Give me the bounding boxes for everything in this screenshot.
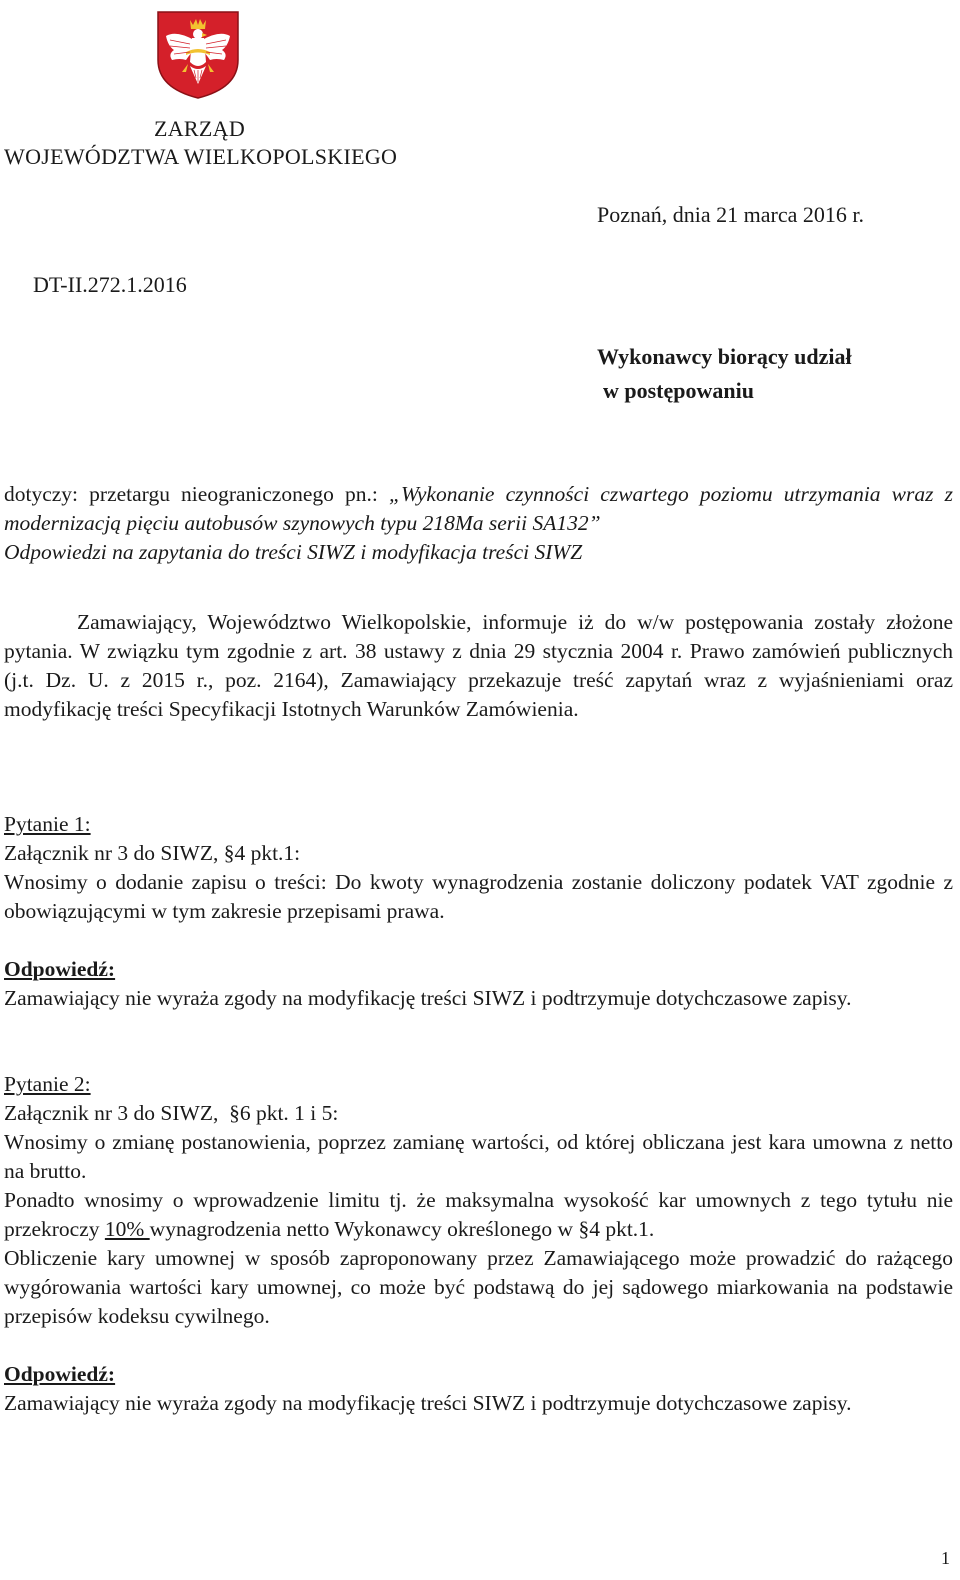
reference-number: DT-II.272.1.2016 — [33, 272, 187, 297]
question-1-heading: Pytanie 1: — [4, 812, 91, 836]
question-2-text2-before: Ponadto wnosimy o wprowadzenie limitu tj. że maksymalna wysokość kar umownych z tego tytułu nie przekroczy — [4, 1188, 953, 1241]
answer-1 — [4, 955, 953, 1013]
question-2-text2 — [4, 1186, 953, 1244]
letter-date: Poznań, dnia 21 marca 2016 r. — [597, 202, 864, 227]
answer-2-heading: Odpowiedź: — [4, 1362, 116, 1386]
org-name-line1: ZARZĄD — [154, 116, 246, 141]
org-name-line2: WOJEWÓDZTWA WIELKOPOLSKIEGO — [4, 144, 398, 169]
question-2 — [4, 1070, 953, 1331]
intro-paragraph: Zamawiający, Województwo Wielkopolskie, informuje iż do w/w postępowania zostały złożone pytania. W związku tym zgodnie z art. 38 ustawy z dnia 29 stycznia 2004 r. Prawo zamówień publicznych (j.t. Dz. U. z 2015 r., poz. 2164), Zamawiający przekazuje treść zapytań wraz z wyjaśnieniami oraz modyfikację treści Specyfikacji Istotnych Warunków Zamówienia. — [4, 610, 953, 721]
question-2-text2-after: wynagrodzenia netto Wykonawcy określonego w §4 pkt.1. — [149, 1217, 655, 1241]
page-number: 1 — [941, 1548, 950, 1568]
recipient-line2: w postępowaniu — [603, 378, 754, 403]
question-2-text1: Wnosimy o zmianę postanowienia, poprzez zamianę wartości, od której obliczana jest kara umowna z netto na brutto. — [4, 1130, 953, 1183]
eagle-crest-icon — [156, 10, 240, 100]
subject-prefix: dotyczy: przetargu nieograniczonego pn.: — [4, 482, 389, 506]
question-2-limit: 10% — [104, 1217, 150, 1241]
subject-title: „Wykonanie czynności czwartego poziomu utrzymania wraz z modernizacją pięciu autobusów szynowych typu 218Ma serii SA132” — [4, 482, 953, 535]
question-1-text: Wnosimy o dodanie zapisu o treści: Do kwoty wynagrodzenia zostanie doliczony podatek VAT zgodnie z obowiązującymi w tym zakresie przepisami prawa. — [4, 870, 953, 923]
question-2-text3: Obliczenie kary umownej w sposób zaproponowany przez Zamawiającego może prowadzić do rażącego wygórowania wartości kary umownej, co może być podstawą do jej sądowego miarkowania na podstawie przepisów kodeksu cywilnego. — [4, 1246, 953, 1328]
recipient-line1: Wykonawcy biorący udział — [597, 344, 852, 369]
subject-block — [4, 480, 953, 567]
answer-2 — [4, 1360, 953, 1418]
question-2-ref: Załącznik nr 3 do SIWZ, §6 pkt. 1 i 5: — [4, 1101, 339, 1125]
subject-subtitle: Odpowiedzi na zapytania do treści SIWZ i modyfikacja treści SIWZ — [4, 540, 583, 564]
question-2-heading: Pytanie 2: — [4, 1072, 91, 1096]
answer-2-text: Zamawiający nie wyraża zgody na modyfikację treści SIWZ i podtrzymuje dotychczasowe zapisy. — [4, 1391, 852, 1415]
question-1-ref: Załącznik nr 3 do SIWZ, §4 pkt.1: — [4, 841, 301, 865]
answer-1-text: Zamawiający nie wyraża zgody na modyfikację treści SIWZ i podtrzymuje dotychczasowe zapisy. — [4, 986, 852, 1010]
question-1 — [4, 810, 953, 926]
answer-1-heading: Odpowiedź: — [4, 957, 116, 981]
